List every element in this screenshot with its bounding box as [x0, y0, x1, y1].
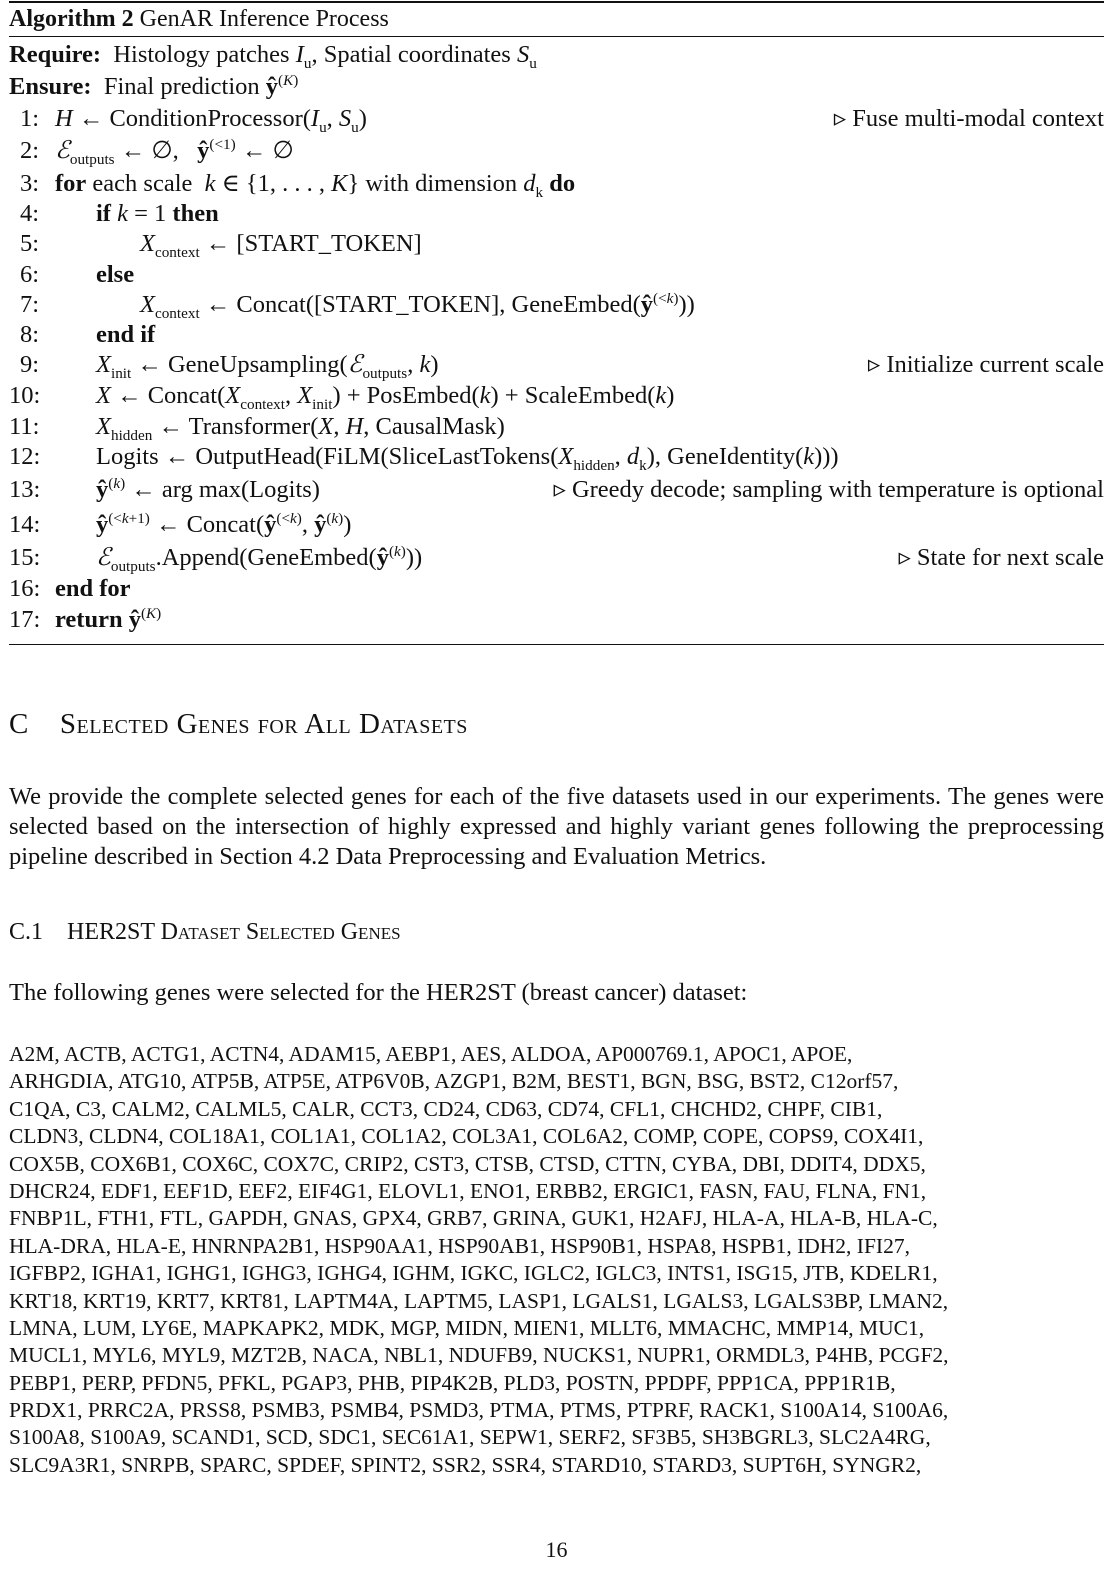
algorithm-ensure: [9, 72, 298, 102]
line-code: end if: [96, 321, 156, 348]
section-paragraph: We provide the complete selected genes for each of the five datasets used in our experiments. The genes were selected based on the intersection of highly expressed and highly variant genes following the preprocessing pipeline described in Section 4.2 Data Preprocessing and Evaluation Metrics.: [9, 783, 1104, 870]
algorithm-line: [9, 412, 1104, 442]
line-number: 17:: [9, 606, 41, 633]
line-code: $ŷ^{(k)}$ ← arg max(Logits): [96, 474, 320, 503]
gene-list-line: IGFBP2, IGHA1, IGHG1, IGHG3, IGHG4, IGHM, IGKC, IGLC2, IGLC3, INTS1, ISG15, JTB, KDELR1,: [9, 1261, 938, 1286]
line-code: X ← $Concat(X_{context}$, $X_{init}$) + PosEmbed(k) + ScaleEmbed(k): [96, 382, 675, 413]
gene-list-line: A2M, ACTB, ACTG1, ACTN4, ADAM15, AEBP1, AES, ALDOA, AP000769.1, APOC1, APOE,: [9, 1042, 853, 1066]
algorithm-line: [9, 574, 1104, 604]
gene-list-line: KRT18, KRT19, KRT7, KRT81, LAPTM4A, LAPTM5, LASP1, LGALS1, LGALS3, LGALS3BP, LMAN2,: [9, 1288, 949, 1313]
line-number: 3:: [19, 170, 39, 197]
algorithm-line: [9, 543, 1104, 573]
gene-list-line: ARHGDIA, ATG10, ATP5B, ATP5E, ATP6V0B, AZGP1, B2M, BEST1, BGN, BSG, BST2, C12orf57,: [9, 1069, 899, 1094]
line-code: ℰ$_{outputs}$ ← ∅, $ŷ^{(<1)}$ ← ∅: [55, 135, 294, 168]
gene-list-line: MUCL1, MYL6, MYL9, MZT2B, NACA, NBL1, NDUFB9, NUCKS1, NUPR1, ORMDL3, P4HB, PCGF2,: [9, 1343, 949, 1368]
line-code: $X_{hidden}$ ← Transformer(X, H, CausalMask): [96, 413, 505, 444]
line-number: 2:: [19, 137, 39, 164]
line-number: 7:: [19, 291, 39, 318]
subsection-number: C.1: [9, 919, 44, 945]
line-number: 4:: [19, 200, 39, 227]
line-code: Logits ← $OutputHead(FiLM(SliceLastTokens(X_{hidden}$, $d_k$), GeneIdentity(k))): [96, 443, 839, 474]
gene-list-line: COX5B, COX6B1, COX6C, COX7C, CRIP2, CST3, CTSB, CTSD, CTTN, CYBA, DBI, DDIT4, DDX5,: [9, 1151, 926, 1176]
line-comment: ▹ Initialize current scale: [867, 351, 1104, 378]
gene-list-line: PRDX1, PRRC2A, PRSS8, PSMB3, PSMB4, PSMD3, PTMA, PTMS, PTPRF, RACK1, S100A14, S100A6,: [9, 1398, 949, 1423]
algorithm-line: [9, 199, 1104, 229]
line-comment: ▹ State for next scale: [898, 544, 1104, 571]
line-code: $ℰ_{outputs}.Append(GeneEmbed(ŷ^{(k)}))$: [96, 542, 423, 575]
algorithm-line: [9, 260, 1104, 290]
subsection-intro: The following genes were selected for the HER2ST (breast cancer) dataset:: [9, 979, 748, 1006]
algorithm-header-rule: [9, 36, 1104, 37]
line-code: for each scale k ∈ {1, . . . , K} with dimension $d_k$ do: [55, 170, 576, 201]
line-number: 13:: [9, 476, 41, 503]
subsection-title: HER2ST Dataset Selected Genes: [67, 919, 401, 945]
section-heading: [9, 707, 468, 741]
gene-list-line: FNBP1L, FTH1, FTL, GAPDH, GNAS, GPX4, GRB7, GRINA, GUK1, H2AFJ, HLA-A, HLA-B, HLA-C,: [9, 1206, 938, 1231]
algorithm-line: [9, 136, 1104, 166]
algorithm-line: [9, 169, 1104, 199]
line-code: $X_{context}$ ← Concat([START_TOKEN], $GeneEmbed(ŷ^{(<k)})$): [140, 289, 695, 322]
section-number: C: [9, 708, 29, 740]
page-number: 16: [545, 1537, 568, 1562]
algorithm-caption: [9, 4, 389, 34]
gene-list-line: LMNA, LUM, LY6E, MAPKAPK2, MDK, MGP, MIDN, MIEN1, MLLT6, MMACHC, MMP14, MUC1,: [9, 1315, 925, 1340]
line-code: $ŷ^{(<k+1)}$ ← $Concat(ŷ^{(<k)}$, $ŷ^{(k)}$): [96, 509, 352, 538]
gene-list-line: S100A8, S100A9, SCAND1, SCD, SDC1, SEC61A1, SEPW1, SERF2, SF3B5, SH3BGRL3, SLC2A4RG,: [9, 1425, 931, 1450]
algorithm-title: GenAR Inference Process: [139, 6, 389, 32]
algorithm-line: [9, 104, 1104, 134]
algorithm-line: [9, 290, 1104, 320]
algorithm-bottom-rule: [9, 644, 1104, 645]
gene-list-line: CLDN3, CLDN4, COL18A1, COL1A1, COL1A2, COL3A1, COL6A2, COMP, COPE, COPS9, COX4I1,: [9, 1124, 924, 1149]
algorithm-line: [9, 381, 1104, 411]
gene-list: [9, 1041, 1104, 1479]
line-number: 8:: [19, 321, 39, 348]
gene-list-line: DHCR24, EDF1, EEF1D, EEF2, EIF4G1, ELOVL1, ENO1, ERBB2, ERGIC1, FASN, FAU, FLNA, FN1,: [9, 1178, 927, 1203]
algorithm-line: [9, 442, 1104, 472]
line-code: return $ŷ^{(K)}$: [55, 604, 162, 633]
algorithm-label: Algorithm 2: [9, 6, 134, 32]
line-code: if k = 1 then: [96, 200, 219, 227]
algorithm-line: [9, 475, 1104, 505]
gene-list-line: PEBP1, PERP, PFDN5, PFKL, PGAP3, PHB, PIP4K2B, PLD3, POSTN, PPDPF, PPP1CA, PPP1R1B,: [9, 1370, 896, 1395]
require-label: Require:: [9, 41, 102, 68]
gene-list-line: HLA-DRA, HLA-E, HNRNPA2B1, HSP90AA1, HSP90AB1, HSP90B1, HSPA8, HSPB1, IDH2, IFI27,: [9, 1233, 910, 1258]
line-number: 10:: [9, 382, 41, 409]
algorithm-line: [9, 605, 1104, 635]
algorithm-line: [9, 320, 1104, 350]
line-number: 16:: [9, 575, 41, 602]
ensure-text: Final prediction $ŷ^{(K)}$: [97, 71, 299, 100]
line-code: else: [96, 261, 135, 288]
require-text: Histology patches $I_u$, Spatial coordinates $S_u$: [107, 41, 537, 72]
line-code: $X_{init}$ ← GeneUpsampling(ℰ$_{outputs}$, k): [96, 351, 439, 382]
line-number: 14:: [9, 511, 41, 538]
algorithm-require: [9, 40, 537, 70]
line-code: H ← $ConditionProcessor(I_u$, $S_u$): [55, 105, 367, 136]
ensure-label: Ensure:: [9, 73, 92, 100]
section-title: Selected Genes for All Datasets: [59, 708, 468, 740]
line-number: 12:: [9, 443, 41, 470]
line-number: 6:: [19, 261, 39, 288]
gene-list-line: SLC9A3R1, SNRPB, SPARC, SPDEF, SPINT2, SSR2, SSR4, STARD10, STARD3, SUPT6H, SYNGR2,: [9, 1452, 922, 1477]
line-number: 1:: [19, 105, 39, 132]
subsection-heading: [9, 917, 401, 947]
line-number: 11:: [9, 413, 40, 440]
line-number: 9:: [19, 351, 39, 378]
algorithm-top-rule: [9, 1, 1104, 3]
line-code: $X_{context}$ ← [START_TOKEN]: [140, 230, 422, 261]
algorithm-line: [9, 229, 1104, 259]
algorithm-line: [9, 510, 1104, 540]
algorithm-line: [9, 350, 1104, 380]
line-number: 5:: [19, 230, 39, 257]
line-code: end for: [55, 575, 131, 602]
line-comment: ▹ Greedy decode; sampling with temperature is optional: [553, 476, 1104, 503]
gene-list-line: C1QA, C3, CALM2, CALML5, CALR, CCT3, CD24, CD63, CD74, CFL1, CHCHD2, CHPF, CIB1,: [9, 1096, 883, 1121]
line-number: 15:: [9, 544, 41, 571]
line-comment: ▹ Fuse multi-modal context: [833, 105, 1104, 132]
